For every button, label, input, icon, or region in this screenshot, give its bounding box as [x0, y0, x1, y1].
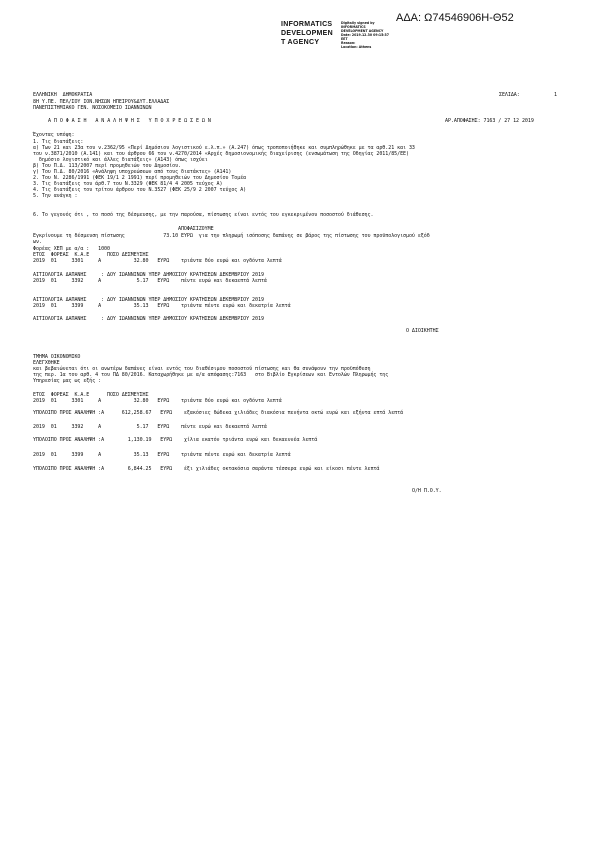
stamp-title-line-2: DEVELOPMEN	[281, 30, 334, 37]
approve-line-1: Εγκρίνουμε τη δέσμευση πίστωσης 73.10 ΕΥΡΩ για την πληρωμή ισόποσης δαπάνης σε βάρος της πίστωσης του προϋπολογισμού εξόδ	[33, 233, 430, 239]
stamp-small-line-7: Location: Athens	[341, 45, 372, 49]
stamp-small-line-2: INFORMATICS	[341, 25, 366, 29]
finance-line: και βεβαιώνεται ότι οι ανωτέρω δαπάνες είναι εντός του διαθέσιμου ποσοστού πίστωσης και θα συνάψουν την προϋπόθεση	[33, 366, 371, 372]
table2-row: ΥΠΟΛΟΙΠΟ ΠΡΟΣ ΑΝΑΛΗΨΗ :Α 6,844.25 ΕΥΡΩ έξι χιλιάδες οκτακόσια σαράντα τέσσερα ευρώ και είκοσι πέντε λεπτά	[33, 466, 380, 472]
table1-row: ΑΙΤΙΟΛΟΓΙΑ ΔΑΠΑΝΗΣ : ΔΟΥ ΙΩΑΝΝΙΝΩΝ ΥΠΕΡ ΔΗΜΟΣΙΟΥ ΚΡΑΤΗΣΕΩΝ ΔΕΚΕΜΒΡΙΟΥ 2019	[33, 297, 264, 303]
considering-line: 3. Τις διατάξεις του άρθ.7 του Ν.3329 (ΦΕΚ 81/4 4 2005 τεύχος Α)	[33, 181, 223, 187]
decision-title: Α Π Ο Φ Α Σ Η Α Ν Α Λ Η Ψ Η Σ Υ Π Ο Χ Ρ Ε Ω Σ Ε Ω Ν	[48, 118, 211, 124]
table1-row: ΑΙΤΙΟΛΟΓΙΑ ΔΑΠΑΝΗΣ : ΔΟΥ ΙΩΑΝΝΙΝΩΝ ΥΠΕΡ ΔΗΜΟΣΙΟΥ ΚΡΑΤΗΣΕΩΝ ΔΕΚΕΜΒΡΙΟΥ 2019	[33, 316, 264, 322]
considering-line: δημόσιο λογιστικό και άλλες διατάξεις» (Α143) όπως ισχύει	[33, 157, 208, 163]
header-country: ΕΛΛΗΝΙΚΗ ΔΗΜΟΚΡΑΤΙΑ	[33, 92, 93, 98]
table2-header: ΕΤΟΣ ΦΟΡΕΑΣ Κ.Α.Ε ΠΟΣΟ ΔΕΣΜΕΥΣΗΣ	[33, 392, 149, 398]
table2-row: 2019 01 3301 Α 32.80 ΕΥΡΩ τριάντα δύο ευρώ και ογδόντα λεπτά	[33, 398, 282, 404]
approve-kae: Φορέας ΧΕΠ με α/α : 1000	[33, 246, 110, 252]
header-region: 8Η Υ.ΠΕ. ΠΕΛ/ΣΟΥ ΙΟΝ.ΝΗΣΩΝ ΗΠΕΙΡΟΥ&ΔΥΤ.ΕΛΛΑΔΑΣ	[33, 99, 170, 105]
ada-code: ΑΔΑ: Ω74546906Η-Θ52	[396, 12, 514, 24]
table1-row: 2019 01 3399 Α 35.13 ΕΥΡΩ τριάντα πέντε ευρώ και δεκατρία λεπτά	[33, 303, 291, 309]
header-hospital: ΠΑΝΕΠΙΣΤΗΜΙΑΚΟ ΓΕΝ. ΝΟΣΟΚΟΜΕΙΟ ΙΩΑΝΝΙΝΩΝ	[33, 105, 152, 111]
stamp-title-line-1: INFORMATICS	[281, 21, 333, 28]
stamp-title-line-3: T AGENCY	[281, 39, 320, 46]
considering-heading: Έχοντας υπόψη:	[33, 132, 75, 138]
table1-row: ΑΙΤΙΟΛΟΓΙΑ ΔΑΠΑΝΗΣ : ΔΟΥ ΙΩΑΝΝΙΝΩΝ ΥΠΕΡ ΔΗΜΟΣΙΟΥ ΚΡΑΤΗΣΕΩΝ ΔΕΚΕΜΒΡΙΟΥ 2019	[33, 272, 264, 278]
stamp-small-line-6: Reason:	[341, 41, 356, 45]
table2-row: 2019 01 3399 Α 35.13 ΕΥΡΩ τριάντα πέντε ευρώ και δεκατρία λεπτά	[33, 452, 291, 458]
considering-line: 4. Τις διατάξεις του τρίτου άρθρου του Ν.3527 (ΦΕΚ 25/9 2 2007 τεύχος Α)	[33, 187, 247, 193]
stamp-small-line-4: Date: 2019.12.30 09:15:37	[341, 33, 389, 37]
considering-line: γ) Του Π.Δ. 80/2016 «Ανάληψη υποχρεώσεων από τους διατάκτες» (Α141)	[33, 169, 232, 175]
finance-line: της περ. 1α του αρθ. 4 του ΠΔ 80/2016. Καταχωρήθηκε με α/α απόφασης:7163 στο Βιβλίο Εγκρίσεων και Εντολών Πληρωμής της	[33, 372, 389, 378]
stamp-small-line-5: EET	[341, 37, 348, 41]
table2-row: ΥΠΟΛΟΙΠΟ ΠΡΟΣ ΑΝΑΛΗΨΗ :Α 612,258.67 ΕΥΡΩ εξακόσιες δώδεκα χιλιάδες διακόσια πενήντα οκτώ ευρώ και εξήντα επτά λεπτά	[33, 410, 404, 416]
finance-dept: ΤΜΗΜΑ ΟΙΚΟΝΟΜΙΚΟ	[33, 354, 81, 360]
table1-row: 2019 01 3392 Α 5.17 ΕΥΡΩ πέντε ευρώ και δεκαεπτά λεπτά	[33, 278, 267, 284]
considering-line: 1. Τις διατάξεις:	[33, 139, 84, 145]
stamp-small-line-3: DEVELOPMENT AGENCY	[341, 29, 384, 33]
page-number: 1	[554, 92, 557, 98]
finance-check: ΕΛΕΓΧΘΗΚΕ	[33, 360, 60, 366]
approve-line-2: ων.	[33, 239, 42, 245]
approve-label: ΑΠΟΦΑΣΙΖΟΥΜΕ	[178, 226, 214, 232]
table2-row: ΥΠΟΛΟΙΠΟ ΠΡΟΣ ΑΝΑΛΗΨΗ :Α 1,130.19 ΕΥΡΩ χίλια εκατόν τριάντα ευρώ και δεκαεννέα λεπτά	[33, 437, 318, 443]
table1-header: ΕΤΟΣ ΦΟΡΕΑΣ Κ.Α.Ε ΠΟΣΟ ΔΕΣΜΕΥΣΗΣ	[33, 252, 149, 258]
considering-line: 2. Του Ν. 2286/1991 (ΦΕΚ 19/1 2 1991) περί προμηθειών του Δημοσίου Τομέα	[33, 175, 247, 181]
finance-line: Υπηρεσίας μας ως εξής :	[33, 378, 102, 384]
table2-row: 2019 01 3392 Α 5.17 ΕΥΡΩ πέντε ευρώ και δεκαεπτά λεπτά	[33, 424, 267, 430]
considering-line: του ν.3871/2010 (Α.141) και του άρθρου 66 του ν.4270/2014 «Αρχές δημοσιονομικής διαχείρισης (ενσωμάτωση της Οδηγίας 2011/85/ΕΕ)	[33, 151, 409, 157]
decision-number: ΑΡ.ΑΠΟΦΑΣΗΣ: 7163 / 27 12 2019	[445, 118, 534, 124]
page-label: ΣΕΛΙΔΑ:	[499, 92, 520, 98]
poy-signature: Ο/Η Π.Ο.Υ.	[412, 488, 442, 494]
statement-line: 6. Το γεγονός ότι , το ποσό της δέσμευσης, με την παρούσα, πίστωσης είναι εντός του εγκεκριμένου ποσοστού διάθεσης.	[33, 212, 374, 218]
table1-row: 2019 01 3301 Α 32.80 ΕΥΡΩ τριάντα δύο ευρώ και ογδόντα λεπτά	[33, 258, 282, 264]
considering-line: 5. Την ανάγκη :	[33, 193, 78, 199]
considering-line: β) Του Π.Δ. 113/2007 περί προμηθειών του Δημοσίου.	[33, 163, 182, 169]
stamp-small-line-1: Digitally signed by	[341, 21, 375, 25]
considering-line: α) Των 21 και 23α του ν.2362/95 «Περί Δημόσιου λογιστικού ε.λ.π.» (Α.247) όπως τροποποιήθηκε και συμπληρώθηκε με τα αρθ.21 και 33	[33, 145, 415, 151]
director-signature: Ο ΔΙΟΙΚΗΤΗΣ	[406, 328, 439, 334]
